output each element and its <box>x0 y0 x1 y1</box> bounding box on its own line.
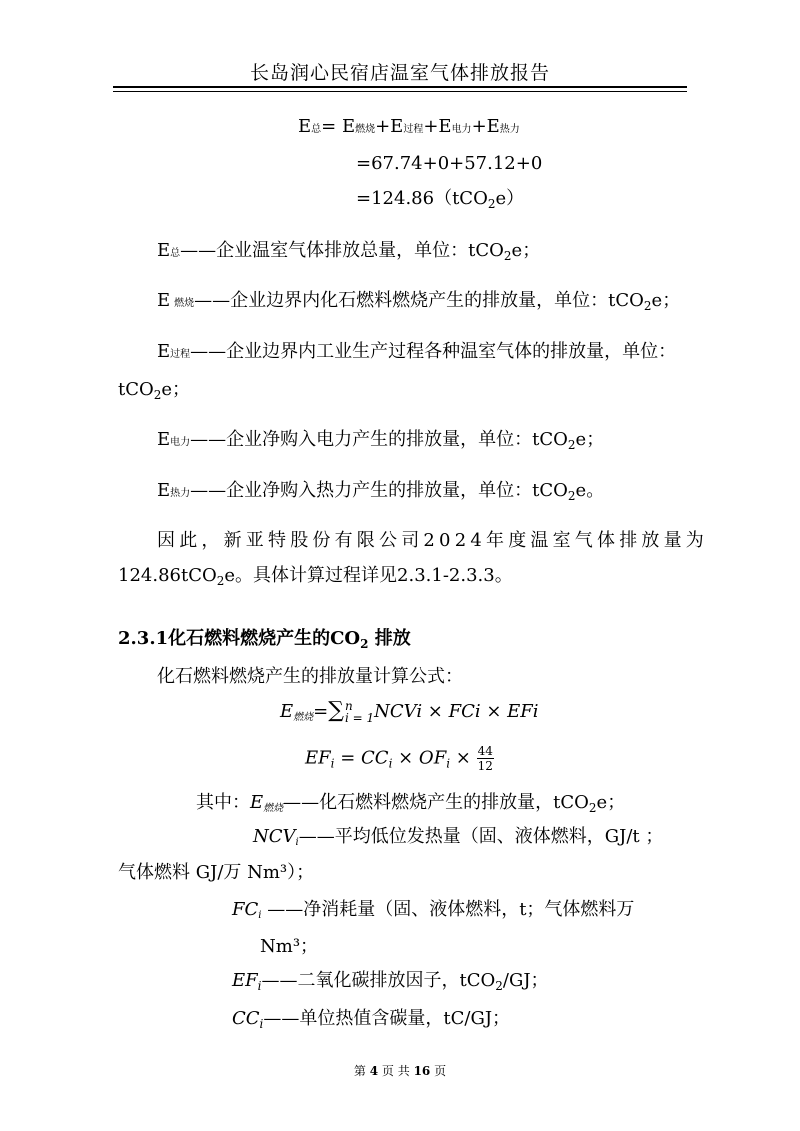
conclusion-value: 124.86tCO <box>118 565 217 586</box>
def-end: e。 <box>575 480 605 501</box>
definition-process <box>157 343 676 361</box>
where-e-end: e； <box>596 792 626 813</box>
sigma-symbol: ∑ <box>328 698 344 723</box>
subscript-heat: 热力 <box>499 124 520 135</box>
ncv-text: ——平均低位发热量（固、液体燃料，GJ/t ； <box>298 826 664 847</box>
heading-co2sub: 2 <box>360 637 369 651</box>
frac-den: 12 <box>477 759 493 773</box>
plus-e-2: +E <box>423 116 452 137</box>
def-sub: 热力 <box>170 488 191 499</box>
footer-prefix: 第 <box>353 1064 366 1078</box>
def-e: E <box>157 429 171 450</box>
f1-e: E <box>280 701 294 722</box>
def-co2sub: 2 <box>567 438 576 452</box>
footer-mid: 页 共 <box>381 1064 410 1078</box>
cc-sub: i <box>259 1017 264 1031</box>
where-e-burn <box>196 794 625 814</box>
where-ncv <box>253 828 663 848</box>
where-label: 其中： <box>196 792 250 813</box>
def-co2sub: 2 <box>503 249 512 263</box>
def-sub: 电力 <box>170 437 191 448</box>
footer-page-number: 4 <box>369 1064 379 1078</box>
where-fc <box>232 901 634 921</box>
def-end: e； <box>651 290 681 311</box>
definition-heat <box>157 482 604 502</box>
where-ncv-cont: 气体燃料 GJ/万 Nm³）； <box>118 862 315 883</box>
header-rule-thin <box>113 91 687 92</box>
ef-text: ——二氧化碳排放因子，tCO <box>261 970 496 991</box>
fraction-44-12 <box>477 744 494 773</box>
co2-subscript: 2 <box>487 197 496 211</box>
fc-symbol: FC <box>232 899 259 920</box>
plus-e-1: +E <box>375 116 404 137</box>
f2-lhs-sub: i <box>330 756 335 771</box>
definition-total <box>157 242 540 262</box>
page-footer <box>0 1062 800 1079</box>
ncv-sub: i <box>295 837 299 848</box>
heading-text: 2.3.1化石燃料燃烧产生的CO <box>118 628 361 649</box>
ef-end: /GJ； <box>502 970 549 991</box>
total-unit-end: e） <box>495 188 525 209</box>
formula-total-line2: =67.74+0+57.12+0 <box>356 153 543 174</box>
def-text: ——企业净购入电力产生的排放量，单位：tCO <box>190 429 568 450</box>
where-e-sub: 燃烧 <box>263 803 284 814</box>
where-e-text: ——化石燃料燃烧产生的排放量，tCO <box>283 792 589 813</box>
def-text: ——企业净购入热力产生的排放量，单位：tCO <box>190 480 568 501</box>
ef-symbol: EF <box>232 970 258 991</box>
where-e-co2: 2 <box>588 801 597 815</box>
f2-times-of: × OF <box>392 747 447 769</box>
subscript-power: 电力 <box>451 124 472 135</box>
f2-eq-cc: = CC <box>334 747 389 769</box>
cc-symbol: CC <box>232 1008 260 1029</box>
f2-of-sub: i <box>446 756 451 771</box>
definition-process-cont <box>118 381 190 401</box>
f1-eq: = <box>313 701 329 722</box>
where-cc <box>232 1010 510 1030</box>
subscript-total: 总 <box>311 124 322 135</box>
def-text: ——企业边界内工业生产过程各种温室气体的排放量，单位： <box>190 341 677 362</box>
subscript-process: 过程 <box>403 124 424 135</box>
def-text: ——企业边界内化石燃料燃烧产生的排放量，单位：tCO <box>194 290 644 311</box>
ef-sub: i <box>257 979 262 993</box>
conclusion-co2sub: 2 <box>216 574 225 588</box>
def-e: E <box>157 341 171 362</box>
subscript-burn: 燃烧 <box>355 124 376 135</box>
conclusion-line1: 因此，新亚特股份有限公司2024年度温室气体排放量为 <box>157 530 709 551</box>
conclusion-end: e。具体计算过程详见2.3.1-2.3.3。 <box>224 565 513 586</box>
formula-total-line1 <box>298 118 520 136</box>
plus-e-3: +E <box>471 116 500 137</box>
sum-upper: n <box>344 699 353 713</box>
def-cont: tCO <box>118 379 154 400</box>
fc-text: ——净消耗量（固、液体燃料，t；气体燃料万 <box>261 899 635 920</box>
total-value: =124.86（tCO <box>356 188 488 209</box>
def-e: E <box>157 240 171 261</box>
def-end: e； <box>575 429 605 450</box>
where-ef <box>232 972 549 992</box>
def-end: e； <box>161 379 191 400</box>
f2-times: × <box>450 747 471 769</box>
def-end: e； <box>511 240 541 261</box>
cc-text: ——单位热值含碳量，tC/GJ； <box>263 1008 511 1029</box>
definition-power <box>157 431 604 451</box>
conclusion-line2 <box>118 567 513 587</box>
formula-burn-emissions <box>280 700 539 724</box>
header-rule-thick <box>113 86 687 88</box>
where-fc-cont: Nm³； <box>260 936 319 957</box>
symbol-e: E <box>298 116 312 137</box>
f1-rhs: NCVi × FCi × EFi <box>374 701 539 722</box>
def-text: ——企业温室气体排放总量，单位：tCO <box>180 240 504 261</box>
footer-total-pages: 16 <box>413 1064 431 1078</box>
formula-intro: 化石燃料燃烧产生的排放量计算公式： <box>157 666 463 687</box>
def-sub: 过程 <box>170 349 191 360</box>
frac-num: 44 <box>477 744 493 758</box>
equals-e: = E <box>321 116 356 137</box>
f2-cc-sub: i <box>388 756 393 771</box>
f1-sub: 燃烧 <box>293 712 314 723</box>
ef-co2: 2 <box>495 979 503 993</box>
heading-end: 排放 <box>368 628 411 649</box>
def-e: E <box>157 290 171 311</box>
where-e: E <box>250 792 264 813</box>
formula-emission-factor <box>305 744 494 773</box>
def-co2sub: 2 <box>643 299 652 313</box>
formula-total-line3 <box>356 190 524 210</box>
definition-burn <box>157 292 680 312</box>
def-co2sub: 2 <box>567 489 576 503</box>
def-sub: 燃烧 <box>174 298 195 309</box>
fc-sub: i <box>258 910 262 921</box>
ncv-symbol: NCV <box>253 826 296 847</box>
footer-suffix: 页 <box>434 1064 447 1078</box>
section-heading <box>118 624 411 651</box>
report-header-title: 长岛润心民宿店温室气体排放报告 <box>249 62 550 84</box>
def-co2sub: 2 <box>153 388 162 402</box>
def-sub: 总 <box>170 248 181 259</box>
f2-lhs: EF <box>305 747 331 769</box>
def-e: E <box>157 480 171 501</box>
sum-lower: i = 1 <box>344 711 375 725</box>
